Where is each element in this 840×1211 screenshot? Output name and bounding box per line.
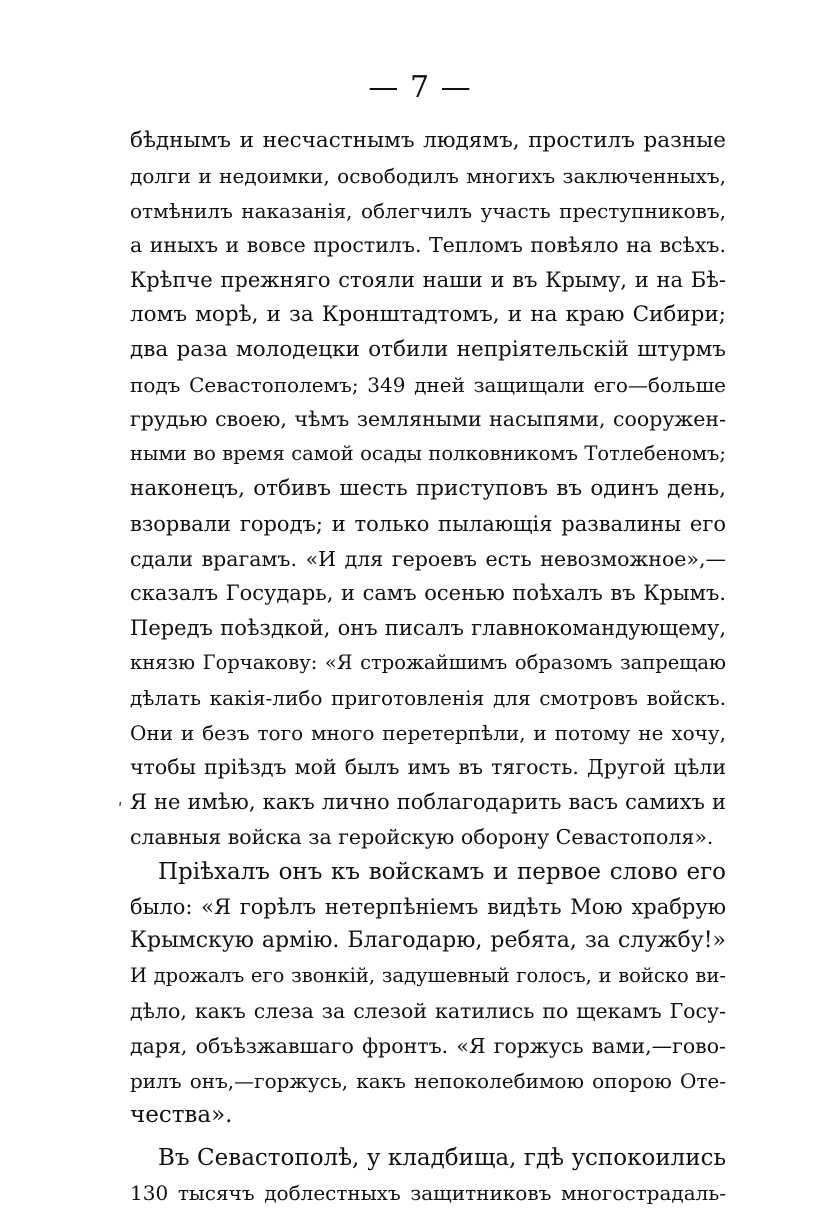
text-line: Пріѣхалъ онъ къ войскамъ и первое слово его xyxy=(158,858,726,885)
text-line: грудью своею, чѣмъ земляными насыпями, сооружен- xyxy=(130,407,726,432)
text-line: подъ Севастополемъ; 349 дней защищали его—больше xyxy=(130,372,726,397)
paragraph xyxy=(130,124,726,855)
text-line: долги и недоимки, освободилъ многихъ заключенныхъ, xyxy=(130,163,726,188)
paragraph xyxy=(130,855,726,1133)
page-number: — 7 — xyxy=(368,70,472,105)
text-line: Я не имѣю, какъ лично поблагодарить васъ самихъ и xyxy=(130,790,726,815)
text-line: дѣлать какія-либо приготовленія для смотровъ войскъ. xyxy=(130,685,726,710)
text-line: дѣло, какъ слеза за слезой катились по щекамъ Госу- xyxy=(130,998,726,1023)
text-line: Въ Севастополѣ, у кладбища, гдѣ успокоились xyxy=(158,1145,726,1172)
text-line: чества». xyxy=(130,1102,233,1129)
text-line: взорвали городъ; и только пылающія развалины его xyxy=(130,511,726,536)
text-line: Крѣпче прежняго стояли наши и въ Крыму, и на Бѣ- xyxy=(130,268,726,293)
text-line: сказалъ Государь, и самъ осенью поѣхалъ въ Крымъ. xyxy=(130,581,726,606)
text-line: два раза молодецки отбили непріятельскій штурмъ xyxy=(130,336,726,362)
text-line: 130 тысячъ доблестныхъ защитниковъ многострадаль- xyxy=(130,1180,726,1205)
text-line: было: «Я горѣлъ нетерпѣніемъ видѣть Мою храбрую xyxy=(130,894,726,919)
paragraph-gap xyxy=(130,1133,726,1141)
text-line: И дрожалъ его звонкій, задушевный голосъ, и войско ви- xyxy=(130,964,726,988)
text-line: чтобы пріѣздъ мой былъ имъ въ тягость. Другой цѣли xyxy=(130,755,726,780)
text-line: князю Горчакову: «Я строжайшимъ образомъ запрещаю xyxy=(130,650,726,674)
text-line: Они и безъ того много перетерпѣли, и потому не хочу, xyxy=(130,720,726,745)
margin-mark: ʹ xyxy=(118,800,123,819)
text-line: рилъ онъ,—горжусь, какъ непоколебимою опорою Оте- xyxy=(130,1068,726,1093)
text-line: Передъ поѣздкой, онъ писалъ главнокомандующему, xyxy=(130,616,726,641)
body-text xyxy=(130,124,726,1211)
text-line: наконецъ, отбивъ шесть приступовъ въ одинъ день, xyxy=(130,475,726,501)
text-line: даря, объѣзжавшаго фронтъ. «Я горжусь вами,—гово- xyxy=(130,1033,726,1058)
text-line: славныя войска за геройскую оборону Севастополя». xyxy=(130,824,714,849)
text-line: сдали врагамъ. «И для героевъ есть невозможное»,— xyxy=(130,546,726,571)
paragraph xyxy=(130,1141,726,1211)
text-line: бѣднымъ и несчастнымъ людямъ, простилъ разные xyxy=(130,128,726,153)
text-line: отмѣнилъ наказанія, облегчилъ участь преступниковъ, xyxy=(130,198,726,223)
text-line: Крымскую армію. Благодарю, ребята, за службу!» xyxy=(130,928,726,954)
text-line: ными во время самой осады полковникомъ Тотлебеномъ; xyxy=(130,442,726,466)
text-line: ломъ морѣ, и за Кронштадтомъ, и на краю Сибири; xyxy=(130,301,726,327)
text-line: а иныхъ и вовсе простилъ. Тепломъ повѣяло на всѣхъ. xyxy=(130,233,726,258)
